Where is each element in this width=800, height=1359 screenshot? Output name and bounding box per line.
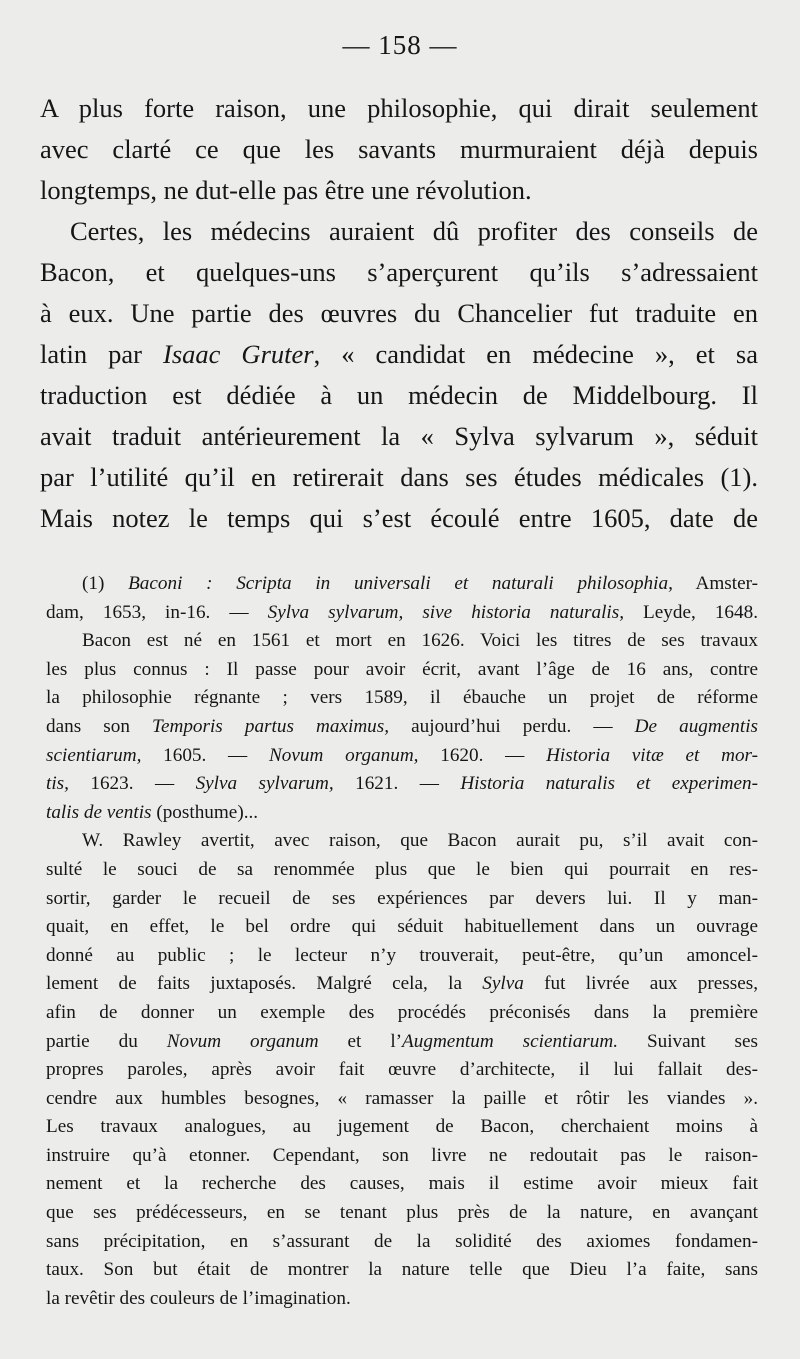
text-segment: la revêtir des couleurs de l’imagination. xyxy=(46,1287,351,1309)
text-segment: latin par xyxy=(40,339,163,369)
text-line xyxy=(40,416,758,457)
text-segment: Mais notez le temps qui s’est écoulé entre 1605, date de xyxy=(40,503,758,533)
text-segment: 1623. — xyxy=(68,773,196,795)
footnote-line xyxy=(46,1285,758,1314)
footnote-line xyxy=(46,970,758,999)
text-segment: taux. Son but était de montrer la nature telle que Dieu l’a faite, sans xyxy=(46,1259,758,1281)
text-segment: avec clarté ce que les savants murmuraient déjà depuis xyxy=(40,134,758,164)
text-segment: (posthume)... xyxy=(151,801,259,823)
text-segment: Amster- xyxy=(672,573,759,594)
italic-text: Sylva sylvarum, sive historia naturalis, xyxy=(267,601,625,623)
text-line xyxy=(40,252,758,293)
text-line xyxy=(40,334,758,375)
text-line xyxy=(40,457,758,498)
footnote-line xyxy=(46,684,758,713)
text-segment: A plus forte raison, une philosophie, qui dirait seulement xyxy=(40,93,758,123)
text-segment: traduction est dédiée à un médecin de Middelbourg. Il xyxy=(40,380,758,410)
main-text xyxy=(40,88,758,539)
text-segment: (1) xyxy=(82,573,129,594)
italic-text: Novum organum xyxy=(166,1030,319,1052)
text-segment: 1620. — xyxy=(418,744,547,766)
text-segment: donné au public ; le lecteur n’y trouverait, peut-être, qu’un amoncel- xyxy=(46,944,758,966)
italic-text: Baconi : Scripta in universali et naturali philosophia, xyxy=(128,573,673,594)
footnote-line xyxy=(46,1256,758,1285)
text-segment: lement de faits juxtaposés. Malgré cela, la xyxy=(46,973,483,995)
italic-text: Sylva sylvarum, xyxy=(195,773,334,795)
text-segment: Leyde, 1648. xyxy=(624,601,758,623)
footnote-line xyxy=(46,942,758,971)
footnote-line xyxy=(46,913,758,942)
italic-text: Temporis partus maximus, xyxy=(152,715,390,737)
text-segment: partie du xyxy=(46,1030,167,1052)
text-line xyxy=(40,129,758,170)
footnote-line xyxy=(46,1199,758,1228)
footnote-line xyxy=(46,1170,758,1199)
text-segment: quait, en effet, le bel ordre qui séduit habituellement dans un ouvrage xyxy=(46,916,758,938)
text-segment: dans son xyxy=(46,715,153,737)
text-segment: les plus connus : Il passe pour avoir écrit, avant l’âge de 16 ans, contre xyxy=(46,658,758,680)
text-segment: Suivant ses xyxy=(618,1030,758,1052)
footnote-line xyxy=(46,799,758,828)
footnote-line xyxy=(46,599,758,628)
text-line xyxy=(40,293,758,334)
text-segment: Les travaux analogues, au jugement de Bacon, cherchaient moins à xyxy=(46,1116,758,1138)
italic-text: Historia naturalis et experimen- xyxy=(460,773,758,795)
footnote-line xyxy=(46,1056,758,1085)
text-line xyxy=(40,88,758,129)
text-segment: Bacon, et quelques-uns s’aperçurent qu’ils s’adressaient xyxy=(40,257,758,287)
italic-text: Novum organum, xyxy=(269,744,419,766)
text-segment: afin de donner un exemple des procédés préconisés dans la première xyxy=(46,1001,758,1023)
footnote-line xyxy=(46,827,758,856)
footnote-line xyxy=(46,999,758,1028)
text-segment: W. Rawley avertit, avec raison, que Bacon aurait pu, s’il avait con- xyxy=(82,830,758,852)
text-line xyxy=(40,498,758,539)
footnote-line xyxy=(46,1028,758,1057)
footnote-line xyxy=(46,770,758,799)
text-segment: sans précipitation, en s’assurant de la solidité des axiomes fondamen- xyxy=(46,1230,758,1252)
italic-text: Historia vitæ et mor- xyxy=(546,744,759,766)
text-segment: sulté le souci de sa renommée plus que le bien qui pourrait en res- xyxy=(46,858,758,880)
text-segment: nement et la recherche des causes, mais il estime avoir mieux fait xyxy=(46,1173,758,1195)
italic-text: De augmentis xyxy=(634,715,758,737)
text-segment: aujourd’hui perdu. — xyxy=(389,715,635,737)
footnote-line xyxy=(46,627,758,656)
text-line xyxy=(40,375,758,416)
footnote-line xyxy=(46,742,758,771)
text-segment: longtemps, ne dut-elle pas être une révolution. xyxy=(40,175,532,205)
footnote-line xyxy=(46,656,758,685)
text-segment: la philosophie régnante ; vers 1589, il ébauche un projet de réforme xyxy=(46,687,758,709)
page-number: — 158 — xyxy=(342,30,458,60)
text-segment: dam, 1653, in-16. — xyxy=(46,601,268,623)
text-segment: 1621. — xyxy=(333,773,461,795)
footnote-line xyxy=(46,1142,758,1171)
text-segment: Certes, les médecins auraient dû profiter des conseils de xyxy=(70,216,758,246)
text-segment: avait traduit antérieurement la « Sylva sylvarum », séduit xyxy=(40,421,758,451)
text-segment: Bacon est né en 1561 et mort en 1626. Voici les titres de ses travaux xyxy=(82,630,758,652)
text-segment: par l’utilité qu’il en retirerait dans ses études médicales (1). xyxy=(40,462,758,492)
italic-text: scientiarum, xyxy=(46,744,142,766)
footnote-line xyxy=(46,856,758,885)
footnote-line xyxy=(46,1228,758,1257)
text-segment: et l’ xyxy=(318,1030,403,1052)
footnote-line xyxy=(46,1113,758,1142)
italic-text: tis, xyxy=(46,773,69,795)
italic-text: Isaac Gruter xyxy=(163,339,314,369)
text-segment: propres paroles, après avoir fait œuvre d’architecte, il lui fallait des- xyxy=(46,1059,758,1081)
footnote-line xyxy=(46,885,758,914)
text-segment: instruire qu’à etonner. Cependant, son livre ne redoutait pas le raison- xyxy=(46,1144,758,1166)
text-segment: cendre aux humbles besognes, « ramasser la paille et rôtir les viandes ». xyxy=(46,1087,758,1109)
text-segment: sortir, garder le recueil de ses expériences par devers lui. Il y man- xyxy=(46,887,758,909)
text-segment: 1605. — xyxy=(141,744,269,766)
italic-text: Augmentum scientiarum. xyxy=(402,1030,619,1052)
text-line xyxy=(40,211,758,252)
footnote-line xyxy=(46,713,758,742)
italic-text: Sylva xyxy=(482,973,524,995)
italic-text: talis de ventis xyxy=(46,801,152,823)
text-segment: que ses prédécesseurs, en se tenant plus près de la nature, en avançant xyxy=(46,1202,758,1224)
footnotes xyxy=(46,570,758,1313)
footnote-line xyxy=(46,570,758,599)
text-line xyxy=(40,170,758,211)
text-segment: fut livrée aux presses, xyxy=(523,973,758,995)
footnote-line xyxy=(46,1085,758,1114)
text-segment: , « candidat en médecine », et sa xyxy=(313,339,759,369)
text-segment: à eux. Une partie des œuvres du Chancelier fut traduite en xyxy=(40,298,758,328)
